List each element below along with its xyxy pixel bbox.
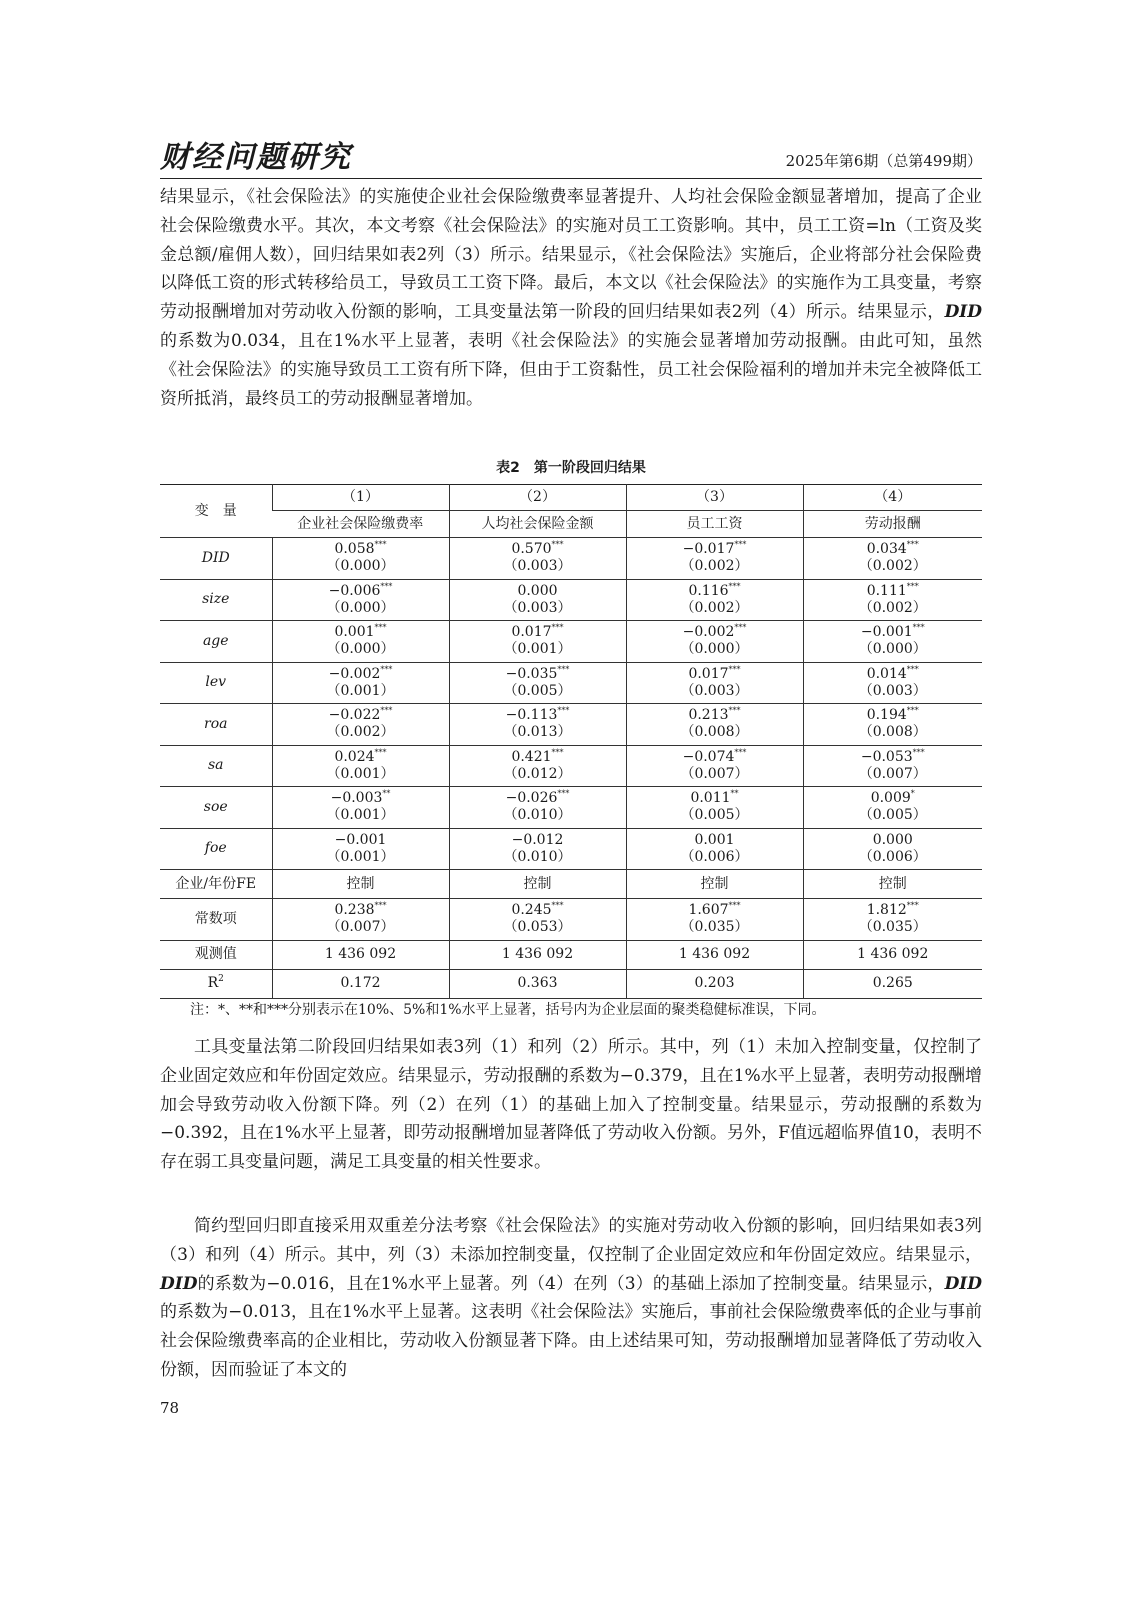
- coef-cell: [272, 745, 449, 787]
- table-row: [160, 662, 982, 704]
- coef-cell: [449, 579, 626, 621]
- coefficient: −0.026: [505, 790, 558, 807]
- coefficient: 0.000: [517, 582, 558, 599]
- observations-label: 观测值: [160, 940, 272, 969]
- coef-cell: [626, 828, 803, 870]
- coef-cell: [803, 538, 982, 580]
- table-row: [160, 828, 982, 870]
- significance-stars: ***: [380, 581, 393, 591]
- significance-stars: ***: [912, 623, 925, 633]
- std-error: （0.000）: [326, 558, 395, 575]
- coef-cell: [803, 662, 982, 704]
- variable-name: age: [160, 621, 272, 663]
- coefficient: 0.194: [866, 707, 907, 724]
- std-error: （0.007）: [680, 765, 749, 782]
- significance-stars: ***: [728, 706, 741, 716]
- coef-line: [273, 541, 449, 558]
- coef-cell: [272, 704, 449, 746]
- col-num: （3）: [626, 485, 803, 511]
- significance-stars: ***: [380, 706, 393, 716]
- coefficient: 0.017: [688, 665, 729, 682]
- significance-stars: ***: [906, 664, 919, 674]
- coef-line: [450, 707, 626, 724]
- r-squared-row: [160, 969, 982, 998]
- coefficient: −0.001: [860, 624, 913, 641]
- coefficient: 0.245: [511, 902, 552, 919]
- significance-stars: ***: [728, 664, 741, 674]
- std-error: （0.010）: [503, 848, 572, 865]
- variable-name: foe: [160, 828, 272, 870]
- coefficient: 0.017: [511, 624, 552, 641]
- std-error: （0.012）: [503, 765, 572, 782]
- table-header-row-names: [160, 511, 982, 538]
- coef-line: [627, 583, 803, 600]
- coef-cell: [626, 745, 803, 787]
- coef-line: [273, 583, 449, 600]
- coefficient: −0.035: [505, 665, 558, 682]
- variable-name: DID: [160, 538, 272, 580]
- coef-cell: [626, 662, 803, 704]
- coef-cell: [803, 828, 982, 870]
- coef-line: [804, 832, 983, 849]
- coefficient: 1.812: [866, 902, 907, 919]
- col-num: （1）: [272, 485, 449, 511]
- coefficient: −0.002: [328, 665, 381, 682]
- intro-text-a: 结果显示，《社会保险法》的实施使企业社会保险缴费率显著提升、人均社会保险金额显著增加，提高了企业社会保险缴费水平。其次，本文考察《社会保险法》的实施对员工工资影响。其中，员工工资=ln（工资及奖金总额/雇佣人数），回归结果如表2列（3）所示。结果显示，《社会保险法》实施后，企业将部分社会保险费以降低工资的形式转移给员工，导致员工工资下降。最后，本文以《社会保险法》的实施作为工具变量，考察劳动报酬增加对劳动收入份额的影响，工具变量法第一阶段的回归结果如表2列（4）所示。结果显示，: [160, 187, 982, 323]
- coef-line: [804, 749, 983, 766]
- std-error: （0.008）: [680, 724, 749, 741]
- significance-stars: ***: [557, 789, 570, 799]
- significance-stars: ***: [906, 706, 919, 716]
- fe-label: 企业/年份FE: [160, 870, 272, 899]
- coefficient: 0.034: [866, 541, 907, 558]
- std-error: （0.001）: [326, 765, 395, 782]
- coef-line: [804, 790, 983, 807]
- intro-text-b: 的系数为0.034，且在1%水平上显著，表明《社会保险法》的实施会显著增加劳动报酬。由此可知，虽然《社会保险法》的实施导致员工工资有所下降，但由于工资黏性，员工社会保险福利的增加并未完全被降低工资所抵消，最终员工的劳动报酬显著增加。: [160, 330, 982, 409]
- coef-line: [450, 790, 626, 807]
- coef-line: [450, 832, 626, 849]
- page-number: 78: [160, 1399, 180, 1417]
- coef-cell: [626, 899, 803, 941]
- observations-cell: 1 436 092: [449, 940, 626, 969]
- coef-line: [804, 541, 983, 558]
- coef-line: [627, 666, 803, 683]
- coef-line: [627, 624, 803, 641]
- std-error: （0.000）: [680, 641, 749, 658]
- p3-text-a: 简约型回归即直接采用双重差分法考察《社会保险法》的实施对劳动收入份额的影响，回归结果如表3列（3）和列（4）所示。其中，列（3）未添加控制变量，仅控制了企业固定效应和年份固定效应。结果显示，: [160, 1216, 982, 1265]
- std-error: （0.002）: [858, 558, 927, 575]
- constant-label: 常数项: [160, 899, 272, 941]
- journal-title: 财经问题研究: [160, 140, 352, 175]
- table-header-row-numbers: [160, 485, 982, 511]
- observations-cell: 1 436 092: [626, 940, 803, 969]
- r-squared-cell: 0.172: [272, 969, 449, 998]
- coef-cell: [626, 538, 803, 580]
- std-error: （0.005）: [503, 682, 572, 699]
- col-name: 人均社会保险金额: [449, 511, 626, 538]
- coefficient: 0.014: [866, 665, 907, 682]
- coefficient: −0.002: [682, 624, 735, 641]
- coef-cell: [272, 538, 449, 580]
- coef-cell: [272, 579, 449, 621]
- coefficient: −0.017: [682, 541, 735, 558]
- coefficient: 0.570: [511, 541, 552, 558]
- constant-row: [160, 899, 982, 941]
- variable-name: sa: [160, 745, 272, 787]
- coef-cell: [626, 621, 803, 663]
- coef-line: [273, 624, 449, 641]
- r-letter: R: [207, 975, 219, 991]
- variable-name: soe: [160, 787, 272, 829]
- std-error: （0.002）: [326, 724, 395, 741]
- coef-cell: [449, 899, 626, 941]
- observations-cell: 1 436 092: [803, 940, 982, 969]
- coef-line: [273, 666, 449, 683]
- coef-line: [627, 541, 803, 558]
- coef-cell: [803, 621, 982, 663]
- p3-text-c: 的系数为−0.013，且在1%水平上显著。这表明《社会保险法》实施后，事前社会保险缴费率低的企业与事前社会保险缴费率高的企业相比，劳动收入份额显著下降。由上述结果可知，劳动报酬增加显著降低了劳动收入份额，因而验证了本文的: [160, 1302, 982, 1380]
- coefficient: 0.024: [334, 748, 375, 765]
- std-error: （0.000）: [326, 641, 395, 658]
- significance-stars: ***: [734, 623, 747, 633]
- coef-cell: [449, 704, 626, 746]
- coefficient: −0.012: [511, 831, 564, 848]
- fe-cell: 控制: [272, 870, 449, 899]
- std-error: （0.002）: [680, 558, 749, 575]
- coef-cell: [803, 579, 982, 621]
- coef-line: [627, 832, 803, 849]
- coef-line: [273, 832, 449, 849]
- coefficient: 0.058: [334, 541, 375, 558]
- variable-name: lev: [160, 662, 272, 704]
- did-term: DID: [944, 1273, 982, 1294]
- coefficient: 1.607: [688, 902, 729, 919]
- coef-line: [804, 624, 983, 641]
- col-num: （4）: [803, 485, 982, 511]
- std-error: （0.008）: [858, 724, 927, 741]
- did-term: DID: [944, 302, 982, 323]
- regression-table: [160, 484, 982, 999]
- significance-stars: ***: [734, 540, 747, 550]
- col-name: 劳动报酬: [803, 511, 982, 538]
- std-error: （0.001）: [503, 641, 572, 658]
- p3-text-b: 的系数为−0.016，且在1%水平上显著。列（4）在列（3）的基础上添加了控制变量。结果显示，: [197, 1273, 945, 1294]
- coefficient: −0.003: [330, 790, 383, 807]
- col-num: （2）: [449, 485, 626, 511]
- coef-cell: [803, 899, 982, 941]
- coefficient: 0.116: [688, 582, 729, 599]
- table-row: [160, 745, 982, 787]
- variable-name: size: [160, 579, 272, 621]
- std-error: （0.000）: [326, 599, 395, 616]
- r-squared-cell: 0.363: [449, 969, 626, 998]
- coefficient: 0.000: [872, 831, 913, 848]
- std-error: （0.005）: [858, 807, 927, 824]
- std-error: （0.003）: [680, 682, 749, 699]
- coef-cell: [626, 704, 803, 746]
- coefficient: −0.074: [682, 748, 735, 765]
- significance-stars: *: [910, 789, 915, 799]
- coef-cell: [626, 787, 803, 829]
- coefficient: 0.011: [690, 790, 731, 807]
- issue-info: 2025年第6期（总第499期）: [785, 152, 982, 170]
- coef-line: [804, 707, 983, 724]
- r-squared-cell: 0.203: [626, 969, 803, 998]
- significance-stars: ***: [912, 747, 925, 757]
- coefficient: 0.421: [511, 748, 552, 765]
- std-error: （0.007）: [858, 765, 927, 782]
- std-error: （0.000）: [858, 641, 927, 658]
- fe-row: [160, 870, 982, 899]
- coef-cell: [803, 704, 982, 746]
- page-header: [160, 140, 982, 180]
- coef-line: [804, 583, 983, 600]
- coef-cell: [272, 899, 449, 941]
- coef-line: [450, 541, 626, 558]
- observations-row: [160, 940, 982, 969]
- significance-stars: ***: [551, 540, 564, 550]
- coef-cell: [272, 828, 449, 870]
- coef-line: [627, 707, 803, 724]
- coef-cell: [272, 787, 449, 829]
- table-row: [160, 579, 982, 621]
- std-error: （0.006）: [680, 848, 749, 865]
- table-row: [160, 787, 982, 829]
- coef-cell: [449, 828, 626, 870]
- observations-cell: 1 436 092: [272, 940, 449, 969]
- r-squared-cell: 0.265: [803, 969, 982, 998]
- r-squared-label: [160, 969, 272, 998]
- coefficient: 0.111: [866, 582, 907, 599]
- std-error: （0.002）: [858, 599, 927, 616]
- significance-stars: ***: [728, 581, 741, 591]
- std-error: （0.010）: [503, 807, 572, 824]
- significance-stars: ***: [551, 901, 564, 911]
- coef-cell: [272, 662, 449, 704]
- header-rule: [160, 178, 982, 179]
- std-error: （0.003）: [858, 682, 927, 699]
- coef-line: [450, 583, 626, 600]
- coefficient: −0.053: [860, 748, 913, 765]
- col-name: 员工工资: [626, 511, 803, 538]
- coef-cell: [803, 745, 982, 787]
- coef-cell: [803, 787, 982, 829]
- coef-cell: [449, 787, 626, 829]
- significance-stars: ***: [906, 581, 919, 591]
- coef-line: [450, 666, 626, 683]
- coef-cell: [449, 538, 626, 580]
- std-error: （0.053）: [503, 919, 572, 936]
- coef-line: [273, 749, 449, 766]
- significance-stars: ***: [551, 623, 564, 633]
- fe-cell: 控制: [449, 870, 626, 899]
- table-row: [160, 704, 982, 746]
- table-row: [160, 538, 982, 580]
- coefficient: 0.001: [334, 624, 375, 641]
- significance-stars: ***: [380, 664, 393, 674]
- coef-line: [273, 707, 449, 724]
- coefficient: −0.113: [505, 707, 558, 724]
- std-error: （0.003）: [503, 558, 572, 575]
- significance-stars: ***: [734, 747, 747, 757]
- significance-stars: **: [382, 789, 391, 799]
- coef-line: [273, 790, 449, 807]
- coefficient: 0.238: [334, 902, 375, 919]
- fe-cell: 控制: [803, 870, 982, 899]
- intro-paragraph: [160, 183, 982, 413]
- std-error: （0.006）: [858, 848, 927, 865]
- std-error: （0.001）: [326, 682, 395, 699]
- var-header: 变 量: [160, 485, 272, 538]
- coef-cell: [449, 745, 626, 787]
- body-paragraph-2: 工具变量法第二阶段回归结果如表3列（1）和列（2）所示。其中，列（1）未加入控制变量，仅控制了企业固定效应和年份固定效应。结果显示，劳动报酬的系数为−0.379，且在1%水平上显著，表明劳动报酬增加会导致劳动收入份额下降。列（2）在列（1）的基础上加入了控制变量。结果显示，劳动报酬的系数为−0.392，且在1%水平上显著，即劳动报酬增加显著降低了劳动收入份额。另外，F值远超临界值10，表明不存在弱工具变量问题，满足工具变量的相关性要求。: [160, 1037, 982, 1173]
- significance-stars: ***: [906, 901, 919, 911]
- col-name: 企业社会保险缴费率: [272, 511, 449, 538]
- coef-line: [273, 902, 449, 919]
- significance-stars: ***: [557, 706, 570, 716]
- std-error: （0.035）: [680, 919, 749, 936]
- fe-cell: 控制: [626, 870, 803, 899]
- std-error: （0.007）: [326, 919, 395, 936]
- significance-stars: ***: [374, 623, 387, 633]
- coef-line: [450, 624, 626, 641]
- significance-stars: ***: [374, 747, 387, 757]
- coefficient: 0.009: [870, 790, 911, 807]
- std-error: （0.001）: [326, 848, 395, 865]
- coef-line: [627, 790, 803, 807]
- table-row: [160, 621, 982, 663]
- coef-cell: [626, 579, 803, 621]
- table-caption: 表2 第一阶段回归结果: [496, 460, 646, 476]
- std-error: （0.001）: [326, 807, 395, 824]
- std-error: （0.035）: [858, 919, 927, 936]
- coef-line: [627, 902, 803, 919]
- coefficient: −0.006: [328, 582, 381, 599]
- significance-stars: ***: [374, 901, 387, 911]
- coefficient: −0.001: [334, 831, 387, 848]
- significance-stars: ***: [557, 664, 570, 674]
- r-exponent: 2: [218, 974, 224, 984]
- coef-line: [804, 902, 983, 919]
- significance-stars: ***: [374, 540, 387, 550]
- coefficient: 0.213: [688, 707, 729, 724]
- coef-line: [450, 902, 626, 919]
- std-error: （0.005）: [680, 807, 749, 824]
- coefficient: −0.022: [328, 707, 381, 724]
- variable-name: roa: [160, 704, 272, 746]
- coef-line: [450, 749, 626, 766]
- coef-cell: [272, 621, 449, 663]
- std-error: （0.003）: [503, 599, 572, 616]
- significance-stars: ***: [728, 901, 741, 911]
- table-note: 注：*、**和***分别表示在10%、5%和1%水平上显著，括号内为企业层面的聚类稳健标准误，下同。: [190, 1002, 826, 1018]
- body-paragraph-3: [160, 1212, 982, 1385]
- significance-stars: ***: [551, 747, 564, 757]
- did-term: DID: [160, 1273, 198, 1294]
- coef-cell: [449, 621, 626, 663]
- std-error: （0.013）: [503, 724, 572, 741]
- coef-cell: [449, 662, 626, 704]
- coef-line: [804, 666, 983, 683]
- significance-stars: **: [730, 789, 739, 799]
- significance-stars: ***: [906, 540, 919, 550]
- std-error: （0.002）: [680, 599, 749, 616]
- coef-line: [627, 749, 803, 766]
- coefficient: 0.001: [694, 831, 735, 848]
